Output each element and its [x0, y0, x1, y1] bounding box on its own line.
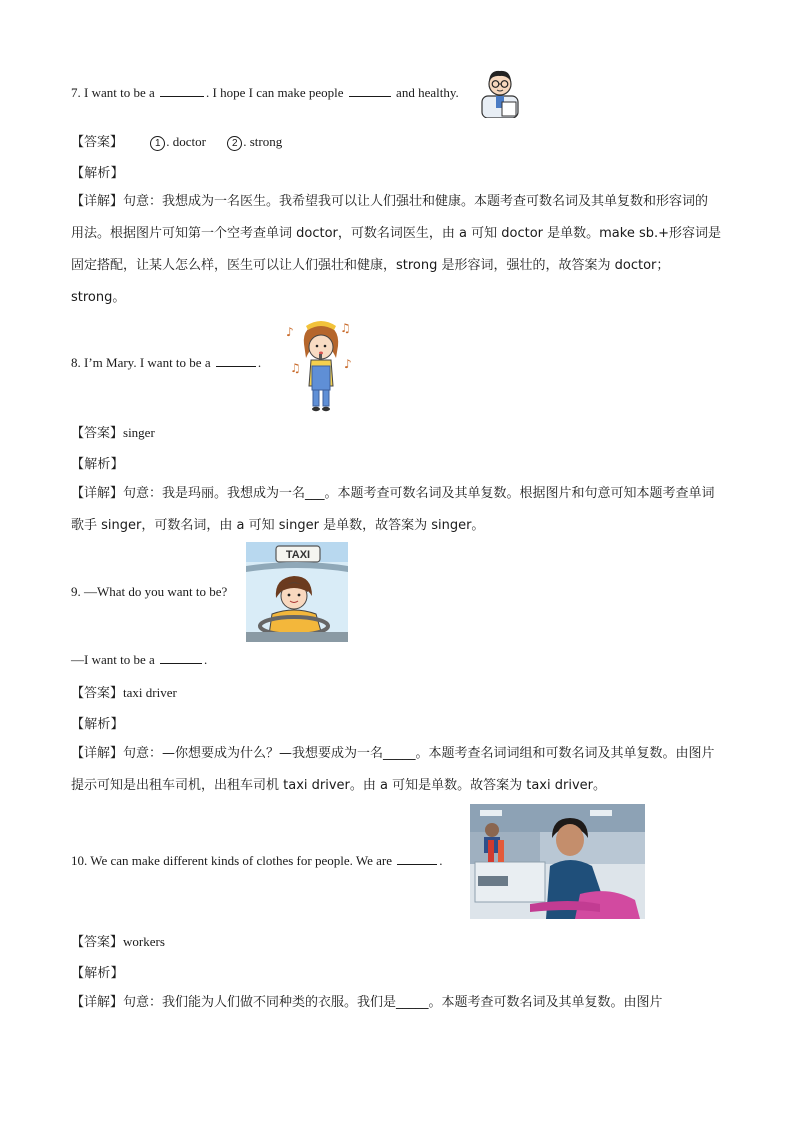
q10-stem-a: 10. We can make different kinds of clothes for people. We are: [71, 853, 392, 868]
q9-blank: [160, 662, 202, 664]
q10-answer: [71, 931, 165, 950]
q9-detail: [71, 737, 721, 801]
q7-answer: [71, 131, 282, 151]
q9-detail-text: 句意：—你想要成为什么？—我想要成为一名_____。本题考查名词词组和可数名词及其单复数。由图片提示可知是出租车司机，出租车司机 taxi driver。由 a 可知是单数。故答案为 taxi driver。: [71, 746, 715, 793]
taxi-sign-text: TAXI: [285, 549, 311, 561]
q7-stem-c: and healthy.: [396, 85, 459, 100]
q10-stem-b: .: [439, 853, 443, 868]
doctor-icon: [478, 66, 522, 118]
q10-analysis-label: 【解析】: [71, 966, 124, 981]
q7-detail: [71, 185, 721, 313]
q7-answer-1: . doctor: [166, 134, 206, 149]
q9-answer: [71, 682, 177, 701]
q7-stem-a: 7. I want to be a: [71, 85, 155, 100]
q10-answer-label: 【答案】: [71, 935, 124, 950]
q8-analysis-label: 【解析】: [71, 457, 124, 472]
q10-detail: [71, 986, 721, 1018]
q7-detail-label: 【详解】: [71, 194, 124, 209]
q8-stem: [71, 355, 261, 371]
q10-detail-label: 【详解】: [71, 995, 124, 1010]
q7-answer-2: . strong: [243, 134, 283, 149]
q9-analysis-label: 【解析】: [71, 717, 124, 732]
q7-answer-num-1: 1: [150, 136, 165, 151]
svg-text:♪: ♪: [286, 325, 294, 339]
q8-stem-b: .: [257, 355, 262, 370]
q8-detail-label: 【详解】: [71, 486, 124, 501]
q7-answer-label: 【答案】: [71, 135, 124, 150]
q9-stem-question: 9. —What do you want to be?: [71, 584, 228, 599]
q7-analysis-label: 【解析】: [71, 166, 124, 181]
q9-answer: taxi driver: [123, 685, 177, 700]
q7-blank-2: [349, 95, 391, 97]
svg-text:♪: ♪: [344, 357, 352, 371]
q8-answer: [71, 422, 155, 441]
svg-text:♫: ♫: [290, 361, 301, 375]
q9-detail-label: 【详解】: [71, 746, 124, 761]
q9-answer-label: 【答案】: [71, 686, 124, 701]
q10-stem: [71, 853, 443, 869]
singer-icon: [284, 314, 358, 414]
q7-blank-1: [160, 95, 204, 97]
q8-blank: [216, 365, 256, 367]
q10-detail-text: 句意：我们能为人们做不同种类的衣服。我们是_____。本题考查可数名词及其单复数。由图片: [123, 995, 663, 1010]
sewing-worker-photo: [470, 804, 645, 919]
q7-stem-b: . I hope I can make people: [206, 85, 344, 100]
q10-blank: [397, 863, 437, 865]
q7-stem: [71, 85, 459, 101]
q8-detail-text: 句意：我是玛丽。我想成为一名___。本题考查可数名词及其单复数。根据图片和句意可知本题考查单词歌手 singer，可数名词，由 a 可知 singer 是单数，故答案为 singer。: [71, 486, 715, 533]
taxi-driver-icon: [246, 542, 348, 642]
q8-answer: singer: [123, 425, 155, 440]
q8-answer-label: 【答案】: [71, 426, 124, 441]
q7-answer-num-2: 2: [227, 136, 242, 151]
q8-stem-a: 8. I’m Mary. I want to be a: [71, 355, 211, 370]
q9-stem-b: —I want to be a: [71, 652, 155, 667]
q7-detail-text: 句意：我想成为一名医生。我希望我可以让人们强壮和健康。本题考查可数名词及其单复数和形容词的用法。根据图片可知第一个空考查单词 doctor，可数名词医生，由 a 可知 doctor 是单数。make sb.+形容词是固定搭配，让某人怎么样，医生可以让人们强壮和健康，strong 是形容词，强壮的，故答案为 doctor；strong。: [71, 194, 722, 305]
q9-stem-c: .: [204, 652, 208, 667]
svg-text:♫: ♫: [340, 321, 351, 335]
q10-answer: workers: [123, 934, 165, 949]
q8-detail: [71, 477, 721, 541]
q9-stem-answer-line: [71, 652, 207, 668]
